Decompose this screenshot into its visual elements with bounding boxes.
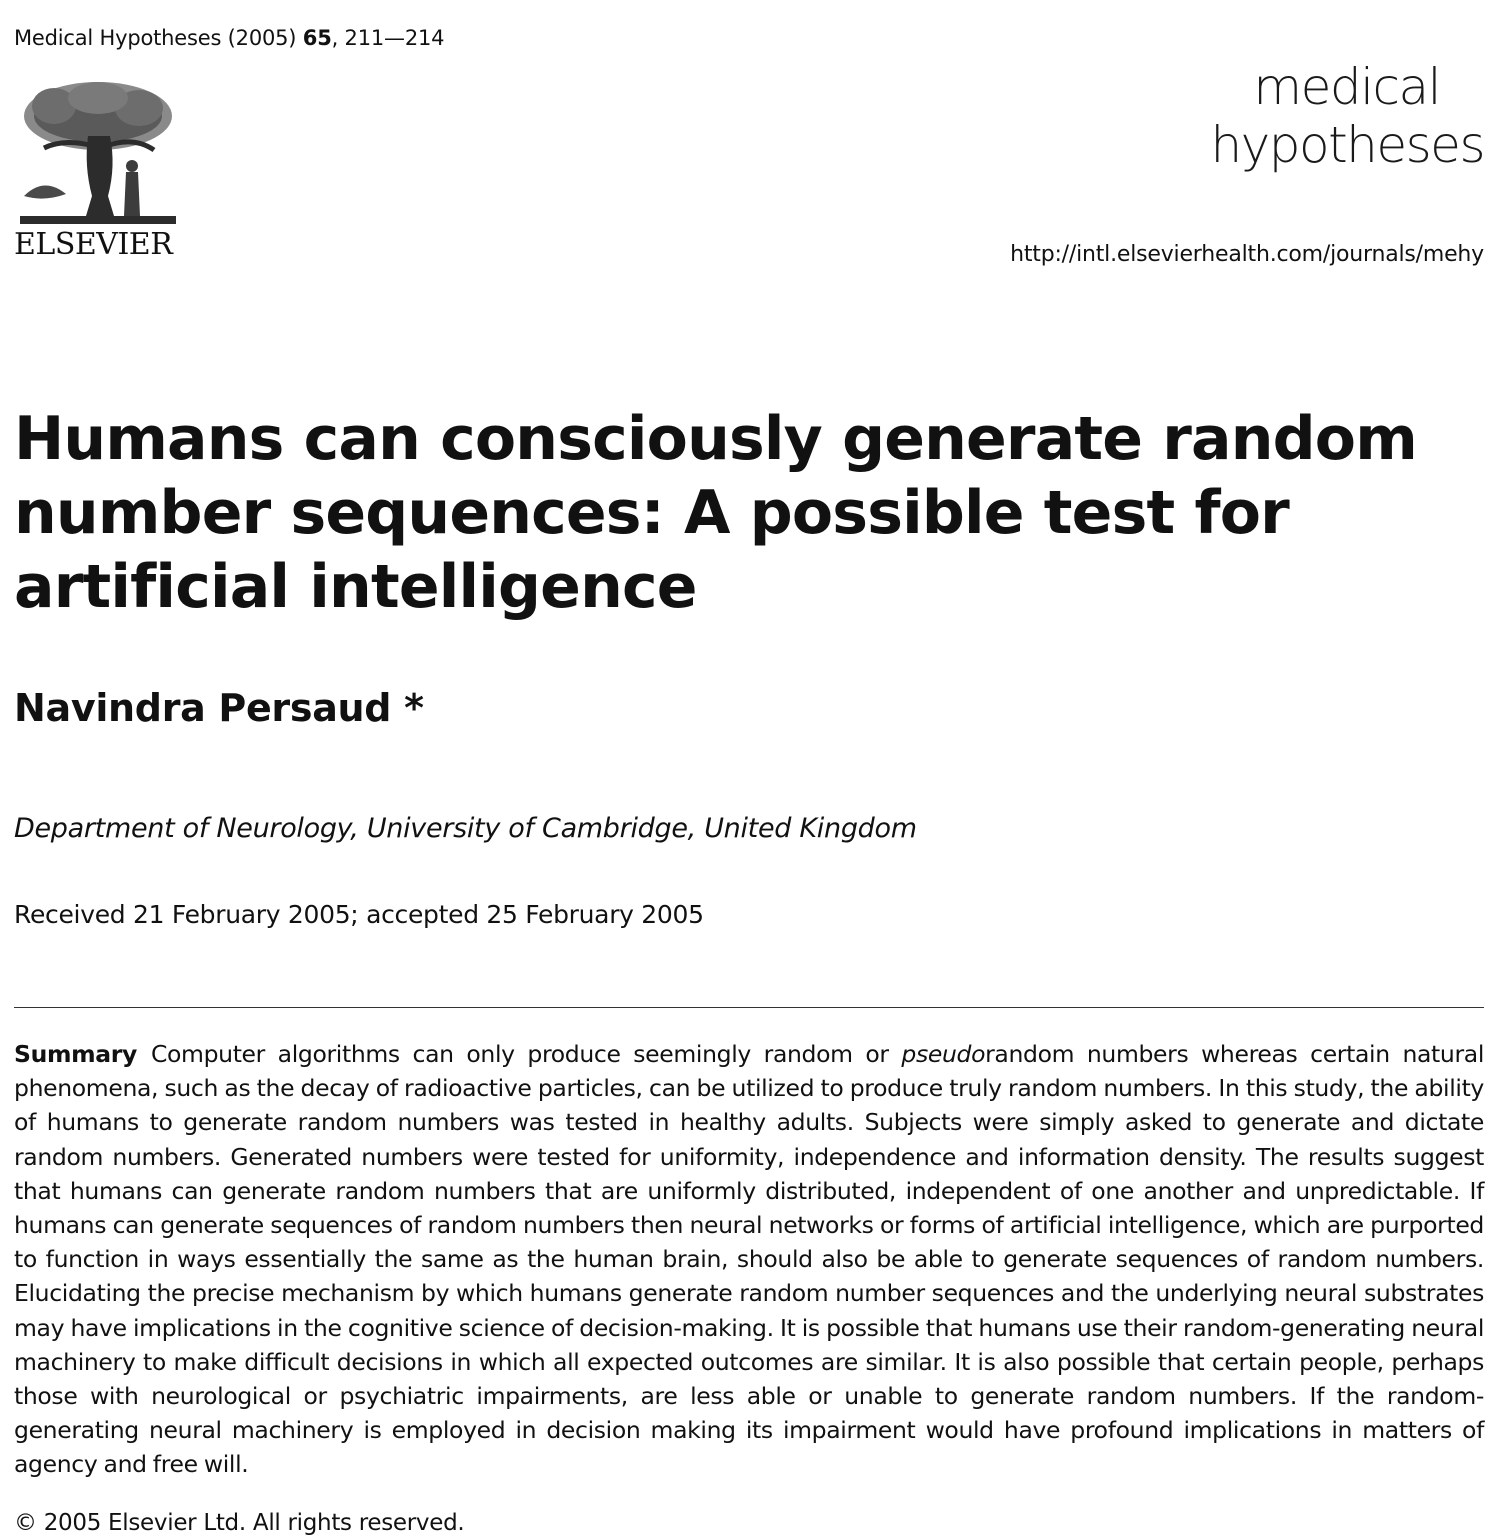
elsevier-logo: [14, 76, 184, 260]
summary-label: Summary: [14, 1040, 137, 1068]
copyright-notice: © 2005 Elsevier Ltd. All rights reserved.: [14, 1510, 465, 1536]
abstract-summary: [14, 1037, 1484, 1482]
summary-text-rest: random numbers whereas certain natural phenomena, such as the decay of radioactive particles, can be utilized to produce truly random numbers. In this study, the ability of humans to generate random numbers was tested in healthy adults. Subjects were simply asked to generate and dictate random numbers. Generated numbers were tested for uniformity, independence and information density. The results suggest that humans can generate random numbers that are uniformly distributed, independent of one another and unpredictable. If humans can generate sequences of random numbers then neural networks or forms of artificial intelligence, which are purported to function in ways essentially the same as the human brain, should also be able to generate sequences of random numbers. Elucidating the precise mechanism by which humans generate random number sequences and the underlying neural substrates may have implications in the cognitive science of decision-making. It is possible that humans use their random-generating neural machinery to make difficult decisions in which all expected outcomes are similar. It is also possible that certain people, perhaps those with neurological or psychiatric impairments, are less able or unable to generate random numbers. If the random-generating neural machinery is employed in decision making its impairment would have profound implications in matters of agency and free will.: [14, 1040, 1484, 1479]
article-title: Humans can consciously generate random number sequences: A possible test for artificial intelligence: [14, 404, 1417, 622]
received-accepted-dates: Received 21 February 2005; accepted 25 February 2005: [14, 900, 704, 929]
author-affiliation: Department of Neurology, University of Cambridge, United Kingdom: [14, 813, 917, 844]
journal-citation: [14, 26, 444, 50]
author-name: Navindra Persaud *: [14, 686, 424, 730]
section-divider: [14, 1007, 1484, 1008]
journal-logo: [1210, 58, 1484, 174]
summary-italic-word: pseudo: [901, 1040, 986, 1068]
citation-pages: , 211—214: [331, 26, 445, 50]
journal-logo-line1: medical: [1253, 58, 1440, 116]
journal-url-link[interactable]: http://intl.elsevierhealth.com/journals/mehy: [1010, 242, 1484, 267]
publisher-name: ELSEVIER: [14, 227, 173, 262]
summary-text-start: Computer algorithms can only produce seemingly random or: [150, 1040, 902, 1068]
citation-volume: 65: [302, 26, 332, 50]
tree-icon: [14, 76, 182, 228]
citation-journal-year: Medical Hypotheses (2005): [14, 26, 303, 50]
journal-logo-line2: hypotheses: [1210, 116, 1484, 174]
